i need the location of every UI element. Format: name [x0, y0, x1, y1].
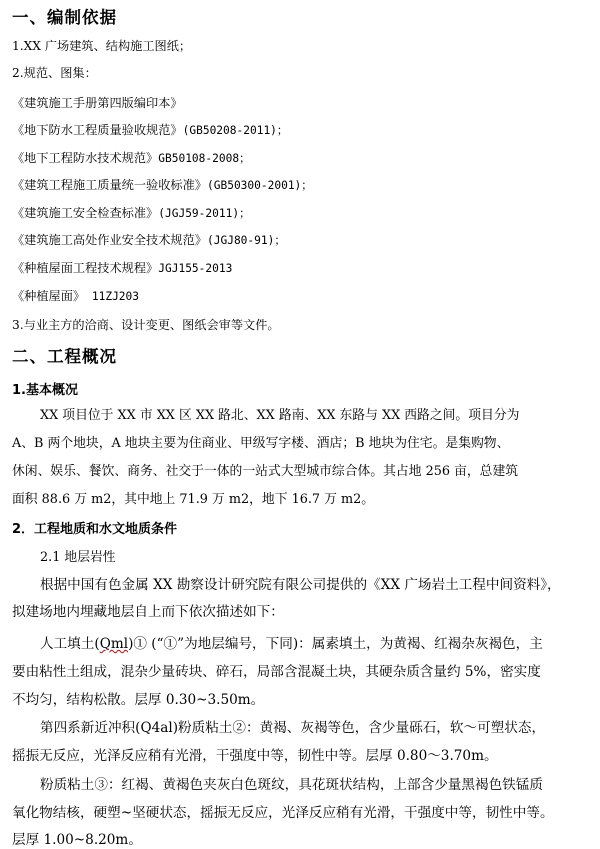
overview-line-2: A、B 两个地块，A 地块主要为住商业、甲级写字楼、酒店；B 地块为住宅。是集购物、 — [12, 436, 510, 451]
strata-intro-line-1: 根据中国有色金属 XX 勘察设计研究院有限公司提供的《XX 广场岩土工程中间资料》， — [40, 577, 561, 593]
ref-6 — [12, 231, 286, 248]
fill-layer-rest: )① (“①”为地层编号，下同)：属素填土，为黄褐、红褐杂灰褐色，主 — [128, 636, 543, 652]
ref-7-title: 《种植屋面工程技术规程》 — [12, 261, 159, 275]
ref-8 — [12, 287, 139, 304]
ref-5-code: (JGJ59-2011)； — [158, 207, 251, 220]
ref-5-title: 《建筑施工安全检查标准》 — [12, 206, 159, 220]
ref-4 — [12, 176, 312, 193]
ref-6-code: (JGJ80-91)； — [207, 234, 286, 247]
section-2-heading: 二、工程概况 — [12, 347, 117, 366]
ref-1-title: 《建筑施工手册第四版编印本》 — [12, 96, 183, 110]
strata-intro-line-2: 拟建场地内埋藏地层自上而下依次描述如下： — [12, 604, 284, 620]
overview-line-3: 休闲、娱乐、餐饮、商务、社交于一体的一站式大型城市综合体。其占地 256 亩，总建筑 — [12, 464, 519, 479]
overview-line-4: 面积 88.6 万 m2，其中地上 71.9 万 m2，地下 16.7 万 m2。 — [12, 492, 375, 507]
silty-clay-2-line-1: 第四系新近冲积(Q4al)粉质粘土②：黄褐、灰褐等色，含少量砾石，软～可塑状态， — [40, 720, 546, 736]
fill-layer-line-1 — [40, 632, 543, 652]
subsection-geology: 2．工程地质和水文地质条件 — [12, 522, 178, 537]
ref-3-title: 《地下工程防水技术规范》 — [12, 151, 159, 165]
basis-item-2: 2.规范、图集： — [12, 66, 97, 80]
ref-2-title: 《地下防水工程质量验收规范》 — [12, 123, 183, 137]
basis-item-1: 1.XX 广场建筑、结构施工图纸； — [12, 39, 192, 53]
ref-4-title: 《建筑工程施工质量统一验收标准》 — [12, 178, 207, 192]
ref-8-code: 11ZJ203 — [85, 290, 140, 303]
silty-clay-3-line-2: 氧化物结核，硬塑~坚硬状态，摇振无反应，光泽反应稍有光滑，干强度中等，韧性中等。 — [12, 805, 554, 821]
ref-8-title: 《种植屋面》 — [12, 289, 86, 303]
fill-layer-code: Qml — [99, 636, 129, 652]
section-1-heading: 一、编制依据 — [12, 8, 117, 27]
silty-clay-3-line-1: 粉质粘土③：红褐、黄褐色夹灰白色斑纹，具花斑状结构，上部含少量黑褐色铁锰质 — [40, 777, 543, 793]
fill-layer-line-3: 不均匀，结构松散。层厚 0.30~3.50m。 — [12, 692, 265, 708]
ref-3-code: GB50108-2008； — [158, 152, 251, 165]
basis-item-3: 3.与业主方的洽商、设计变更、图纸会审等文件。 — [12, 318, 280, 332]
silty-clay-3-line-3: 层厚 1.00~8.20m。 — [12, 832, 142, 848]
fill-layer-prefix: 人工填土( — [40, 636, 100, 652]
ref-2-code: (GB50208-2011)； — [182, 124, 289, 137]
ref-6-title: 《建筑施工高处作业安全技术规范》 — [12, 233, 207, 247]
subsection-strata: 2.1 地层岩性 — [40, 550, 116, 565]
ref-4-code: (GB50300-2001)； — [207, 179, 313, 192]
ref-5 — [12, 204, 250, 221]
silty-clay-2-line-2: 摇振无反应，光泽反应稍有光滑，干强度中等，韧性中等。层厚 0.80～3.70m。 — [12, 748, 498, 764]
overview-line-1: XX 项目位于 XX 市 XX 区 XX 路北、XX 路南、XX 东路与 XX 西路之间。项目分为 — [40, 408, 520, 423]
ref-3 — [12, 149, 250, 166]
ref-1 — [12, 94, 183, 111]
ref-7 — [12, 259, 232, 276]
ref-2 — [12, 121, 288, 138]
fill-layer-line-2: 要由粘性土组成，混杂少量砖块、碎石，局部含混凝土块，其硬杂质含量约 5%，密实度 — [12, 664, 541, 680]
subsection-basic-overview: 1.基本概况 — [12, 383, 78, 398]
ref-7-code: JGJ155-2013 — [158, 262, 233, 275]
